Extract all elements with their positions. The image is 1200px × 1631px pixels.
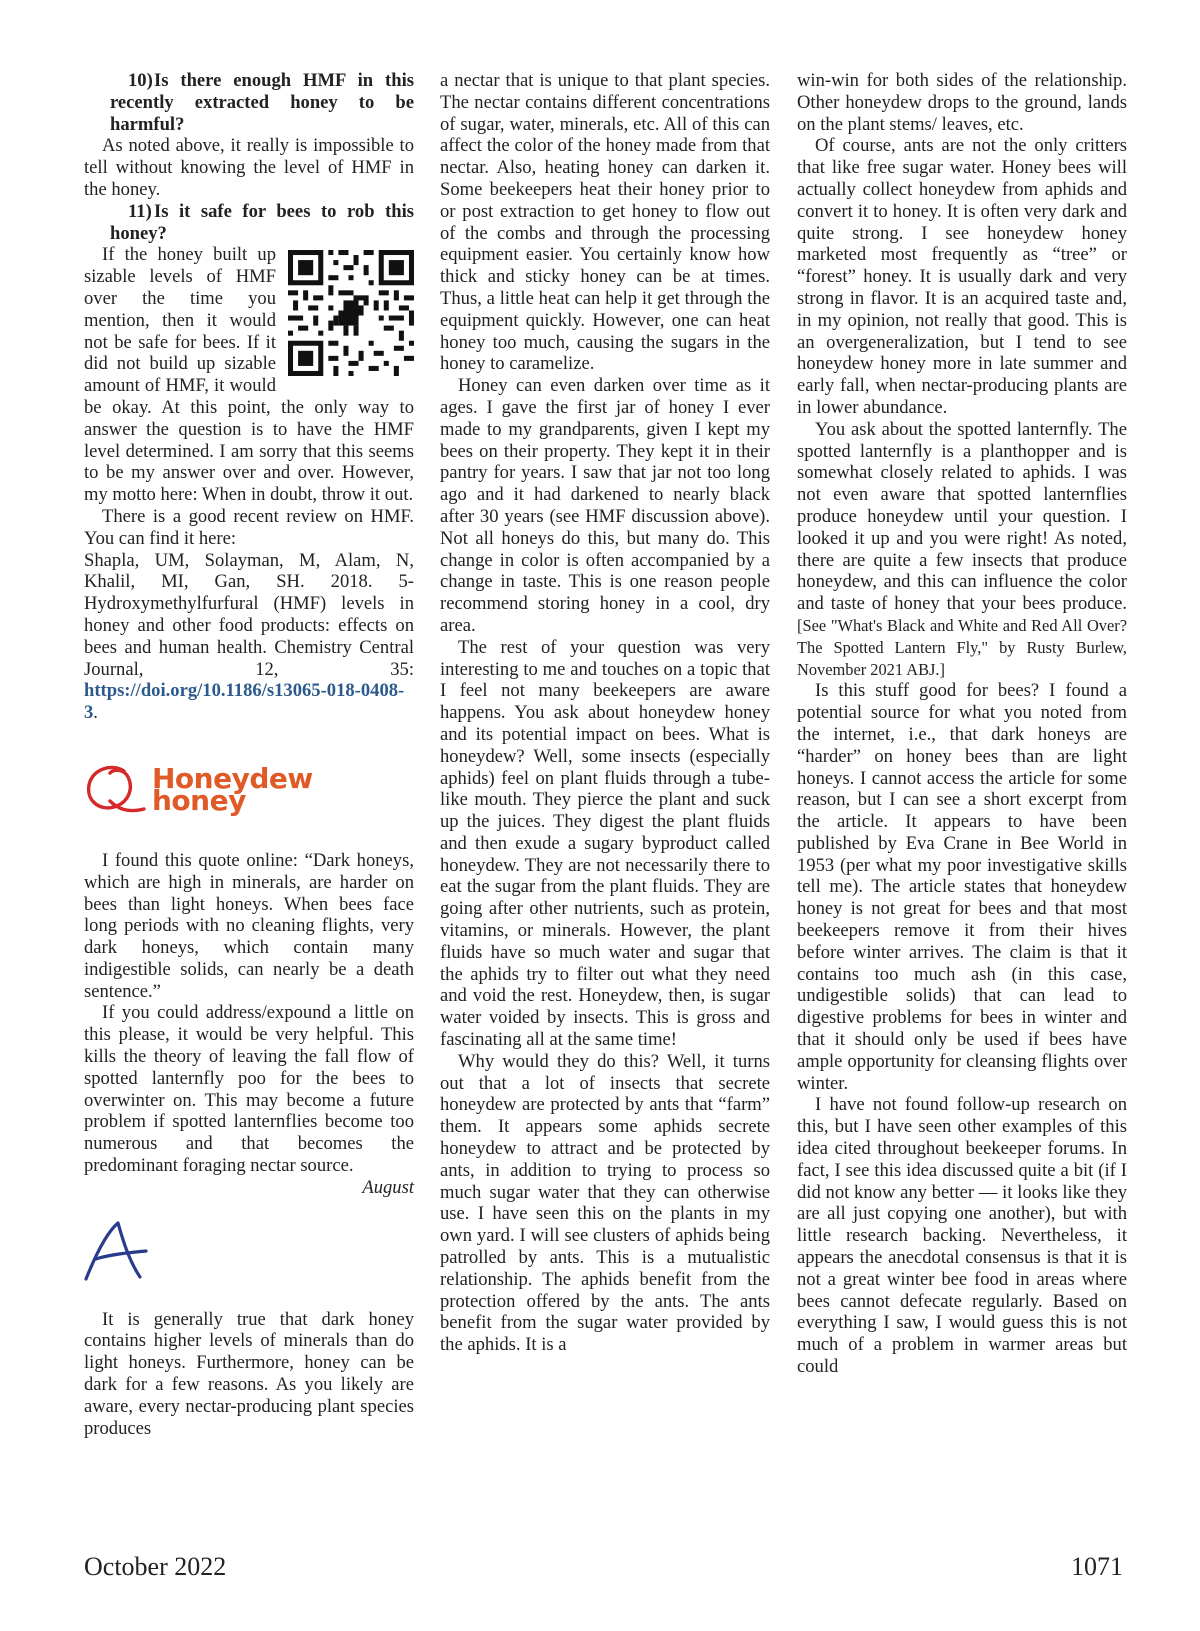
editor-note: [See "What's Black and White and Red All Over? The Spotted Lantern Fly," by Rusty Burlew, November 2021 ABJ.]: [797, 615, 1127, 679]
column-3: [797, 70, 1127, 1378]
paragraph: Of course, ants are not the only critters that like free sugar water. Honey bees will actually collect honeydew from aphids and convert it to honey. It is often very dark and quite strong. I see honeydew honey marketed most frequently as “tree” or “forest” honey. It is usually dark and very strong in flavor. It is an acquired taste and, in my opinion, not really that good. This is an overgeneralization, but I tend to see honeydew honey more in late summer and early fall, when nectar-producing plants are in lower abundance.: [797, 135, 1127, 418]
a-letter-icon: [84, 1219, 414, 1287]
qr-code-icon[interactable]: [288, 250, 414, 376]
section-title: Honeydew honey: [152, 762, 313, 817]
paragraph: There is a good recent review on HMF. You can find it here:: [84, 505, 414, 549]
question-10: [84, 70, 414, 135]
paragraph: If you could address/expound a little on this please, it would be very helpful. This kills the theory of leaving the fall flow of spotted lanternfly poo for the bees to overwinter on. This may become a future problem if spotted lanternflies become too numerous and that becomes the predominant foraging nectar source.: [84, 1002, 414, 1177]
paragraph: If the honey built up sizable levels of HMF over the time you mention, then it would not be safe for bees. If it did not build up sizable amount of HMF, it would be okay. At this point, the only way to answer the question is to have the HMF level determined. I am sorry that this seems to be my answer over and over. However, my motto here: When in doubt, throw it out.: [84, 244, 414, 506]
paragraph: The rest of your question was very interesting to me and touches on a topic that I feel not many beekeepers are aware happens. You ask about honeydew honey and its potential impact on bees. What is honeydew? Well, some insects (especially aphids) feel on plant fluids through a tube-like mouth. They pierce the plant and suck up the juices. They digest the plant fluids and then exude a sugary byproduct called honeydew. They are not necessarily there to eat the sugar from the plant fluids. They are going after other nutrients, such as protein, vitamins, or minerals. However, the plant fluids have so much water and sugar that the aphids try to filter out what they need and void the rest. Honeydew, then, is sugar water voided by insects. This is gross and fascinating all at the same time!: [440, 636, 770, 1051]
question-10-number: 10): [128, 70, 153, 91]
paragraph: As noted above, it really is impossible to tell without knowing the level of HMF in the honey.: [84, 135, 414, 200]
q-letter-icon: [84, 761, 148, 819]
paragraph: [797, 419, 1127, 681]
question-11-text: Is it safe for bees to rob this honey?: [110, 200, 414, 244]
paragraph: win-win for both sides of the relationship. Other honeydew drops to the ground, lands on the plant stems/ leaves, etc.: [797, 70, 1127, 135]
section-header: [84, 760, 414, 820]
question-10-text: Is there enough HMF in this recently extracted honey to be harmful?: [110, 70, 414, 135]
paragraph-text: You ask about the spotted lanternfly. The spotted lanternfly is a planthopper and is somewhat closely related to aphids. I was not even aware that spotted lanternflies produce honeydew until your question. I looked it up and you were right! As noted, there are quite a few insects that produce honeydew, and this can influence the color and taste of honey that your bees produce.: [797, 418, 1127, 615]
column-1: [84, 70, 414, 1439]
footer-date: October 2022: [84, 1552, 227, 1581]
paragraph: Honey can even darken over time as it ages. I gave the first jar of honey I ever made to my grandparents, given I kept my bees on their property. They kept it in their pantry for years. I saw that jar not too long ago and it had darkened to nearly black after 30 years (see HMF discussion above). Not all honeys do this, but many do. This change in color is often accompanied by a change in taste. This is one reason people recommend storing honey in a cool, dry area.: [440, 375, 770, 636]
question-11-number: 11): [128, 200, 152, 222]
signoff: August: [362, 1176, 414, 1198]
question-11: [84, 201, 414, 245]
paragraph: Is this stuff good for bees? I found a potential source for what you noted from the internet, i.e., that dark honeys are “harder” on honey bees than are light honeys. I cannot access the article for some reason, but I can see a short excerpt from the article. It appears to have been published by Eva Crane in Bee World in 1953 (per what my poor investigative skills tell me). The article states that honeydew honey is not great for bees and that most beekeepers remove it from their hives before winter arrives. The claim is that it contains too much ash (in this case, undigestible solids) that can lead to digestive problems for bees in winter and that it should only be used if bees have ample opportunity for cleansing flights over winter.: [797, 680, 1127, 1094]
paragraph: a nectar that is unique to that plant species. The nectar contains different concentrations of sugar, water, minerals, etc. All of this can affect the color of the honey made from that nectar. Also, heating honey can darken it. Some beekeepers heat their honey prior to or post extraction to get honey to flow out of the combs and through the processing equipment easier. You certainly know how thick and sticky honey can be at times. Thus, a little heat can help it get through the equipment quickly. However, one can heat honey too much, causing the sugars in the honey to caramelize.: [440, 70, 770, 375]
doi-link[interactable]: https://doi.org/10.1186/s13065-018-0408-3: [84, 680, 405, 724]
paragraph: I found this quote online: “Dark honeys, which are high in minerals, are harder on bees than light honeys. When bees face long periods with no cleaning flights, very dark honeys, which contain many indigestible solids, can nearly be a death sentence.”: [84, 849, 414, 1002]
column-2: [440, 70, 770, 1356]
citation-text: Shapla, UM, Solayman, M, Alam, N, Khalil, MI, Gan, SH. 2018. 5-Hydroxymethylfurfural (HMF) levels in honey and other food products: effects on bees and human health. Chemistry Central Journal, 12, 35:: [84, 549, 414, 680]
paragraph: It is generally true that dark honey contains higher levels of minerals than do light honeys. Furthermore, honey can be dark for a few reasons. As you likely are aware, every nectar-producing plant species produces: [84, 1308, 414, 1439]
citation: [84, 550, 414, 724]
citation-end: .: [93, 702, 98, 724]
paragraph: I have not found follow-up research on this, but I have seen other examples of this idea cited throughout beekeeper forums. In fact, I see this idea discussed quite a bit (if I did not know any better — it looks like they are all just copying one another), but with little research backing. Nevertheless, it appears the anecdotal consensus is that it is not a great winter bee food in areas where bees cannot defecate regularly. Based on everything I saw, I would guess this is not much of a problem in warmer areas but could: [797, 1094, 1127, 1378]
page-number: 1071: [1071, 1552, 1123, 1581]
paragraph: Why would they do this? Well, it turns out that a lot of insects that secrete honeydew are protected by ants that “farm” them. It appears some aphids secrete honeydew to attract and be protected by ants, in addition to trying to process so much sugar water that they can otherwise use. I have seen this on the plants in my own yard. I will see clusters of aphids being patrolled by ants. This is a mutualistic relationship. The aphids benefit from the protection offered by the ants. The ants benefit from the sugar water provided by the aphids. It is a: [440, 1050, 770, 1356]
